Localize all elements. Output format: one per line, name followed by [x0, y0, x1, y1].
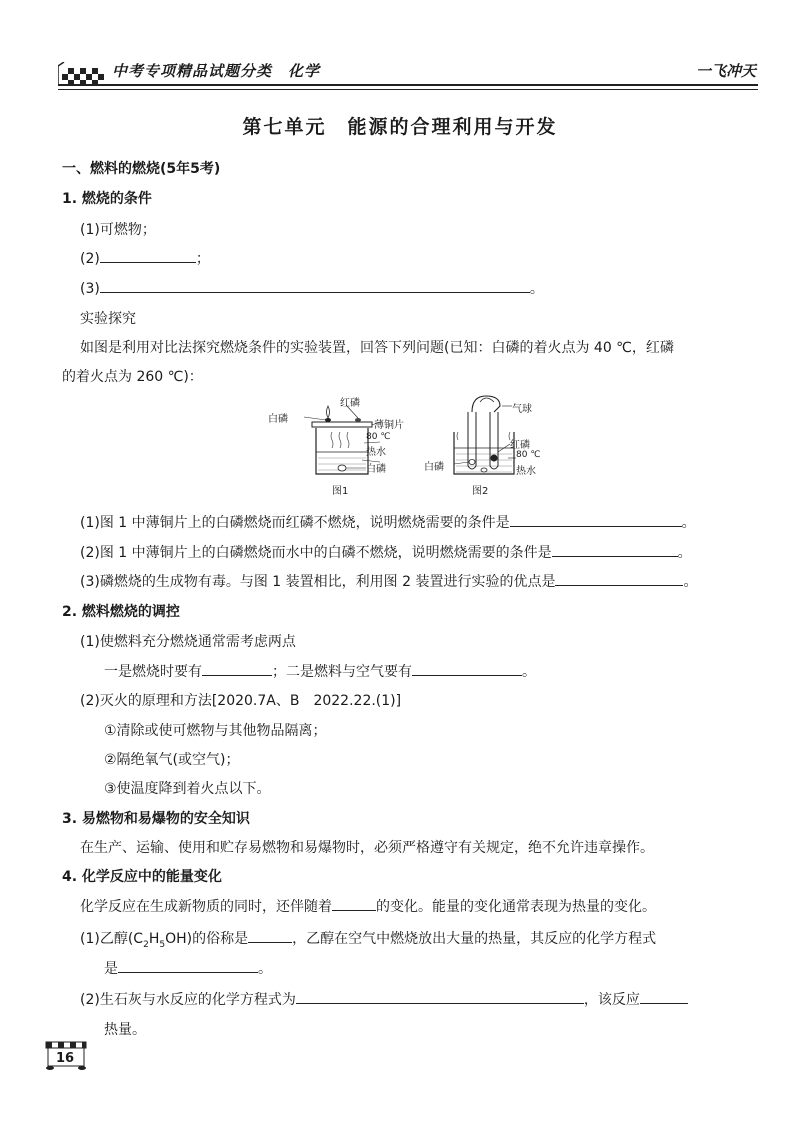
header-logo-icon	[58, 62, 106, 86]
fig1-label-red-p: 红磷	[340, 398, 360, 409]
q2-method1: ①清除或使可燃物与其他物品隔离；	[104, 723, 327, 739]
header-title: 中考专项精品试题分类 化学	[112, 62, 321, 80]
q2-method3: ③使温度降到着火点以下。	[104, 781, 271, 797]
q2-title: 2. 燃料燃烧的调控	[62, 604, 180, 620]
q1-sub1-period: 。	[681, 515, 696, 531]
page-number-badge	[44, 1040, 88, 1072]
q2-sub1-text-b: ；二是燃料与空气要有	[272, 664, 412, 680]
q1-sub3-period: 。	[683, 574, 698, 590]
q4-sub2-blank-eq[interactable]	[296, 989, 584, 1004]
header-rule	[58, 84, 758, 86]
fig1-label-white-p: 白磷	[268, 414, 288, 425]
q2-sub1: (1)使燃料充分燃烧通常需考虑两点	[80, 634, 296, 650]
q4-text-a: 化学反应在生成新物质的同时，还伴随着	[80, 899, 332, 915]
q4-sub2-a: (2)生石灰与水反应的化学方程式为	[80, 992, 296, 1008]
q1-sub2-blank[interactable]	[552, 542, 678, 557]
q1-sub1-text: (1)图 1 中薄铜片上的白磷燃烧而红磷不燃烧，说明燃烧需要的条件是	[80, 515, 510, 531]
q2-sub1-line	[104, 661, 536, 681]
q1-sub1-blank[interactable]	[510, 512, 682, 527]
q4-sub1-sub2: 2	[143, 939, 149, 950]
q2-sub1-blank-a[interactable]	[202, 661, 272, 676]
q3-text: 在生产、运输、使用和贮存易燃物和易爆物时，必须严格遵守有关规定，绝不允许违章操作。	[80, 840, 654, 856]
fig1-label-water: 热水	[366, 447, 386, 458]
fig1-label-temp: 80 ℃	[366, 432, 391, 442]
q4-sub2-cont: 热量。	[104, 1022, 146, 1038]
q4-text-b: 的变化。能量的变化通常表现为热量的变化。	[376, 899, 656, 915]
q4-sub2-blank-heat[interactable]	[640, 989, 688, 1004]
fig2-label-water: 热水	[516, 466, 536, 477]
q4-sub1-f: 。	[258, 961, 272, 977]
q1-title: 1. 燃烧的条件	[62, 191, 152, 207]
q2-sub1-text-a: 一是燃烧时要有	[104, 664, 202, 680]
section-heading: 一、燃料的燃烧(5年5考)	[62, 161, 221, 177]
q1-item2-prefix: (2)	[80, 251, 100, 267]
q2-sub2: (2)灭火的原理和方法[2020.7A、B 2022.22.(1)]	[80, 693, 402, 709]
fig2-label-balloon: 气球	[512, 404, 532, 415]
q3-title: 3. 易燃物和易爆物的安全知识	[62, 811, 250, 827]
fig1-caption: 图1	[332, 486, 349, 497]
unit-title: 第七单元 能源的合理利用与开发	[242, 116, 558, 138]
q1-item3	[80, 278, 544, 298]
fig2-label-temp: 80 ℃	[516, 450, 541, 460]
q4-sub1-sub5: 5	[159, 939, 166, 950]
fig1-label-white-p2: 白磷	[366, 464, 386, 475]
q1-item1: (1)可燃物；	[80, 222, 156, 238]
q4-sub1	[80, 928, 656, 950]
header-rule-thin	[58, 89, 758, 90]
experiment-intro-1: 如图是利用对比法探究燃烧条件的实验装置，回答下列问题(已知：白磷的着火点为 40 ℃，红磷	[80, 340, 674, 356]
experiment-intro-2: 的着火点为 260 ℃)：	[62, 369, 203, 385]
fig2-caption: 图2	[472, 486, 489, 497]
q2-sub1-blank-b[interactable]	[412, 661, 522, 676]
q4-text	[80, 896, 656, 916]
header-brand: 一飞冲天	[695, 62, 756, 80]
q4-sub2-b: ，该反应	[583, 992, 640, 1008]
q4-sub1-c: OH)的俗称是	[165, 931, 249, 947]
figure-2	[424, 392, 554, 500]
q1-item3-suffix: 。	[529, 281, 544, 297]
q4-sub1-d: ，乙醇在空气中燃烧放出大量的热量，其反应的化学方程式	[292, 931, 657, 947]
fig1-label-copper: 薄铜片	[374, 420, 404, 431]
q4-sub1-blank-name[interactable]	[248, 928, 292, 943]
q1-item2-blank[interactable]	[100, 248, 196, 263]
figure-1	[268, 392, 404, 500]
q1-item3-blank[interactable]	[100, 278, 530, 293]
q4-sub1-blank-eq[interactable]	[118, 958, 258, 973]
q4-title: 4. 化学反应中的能量变化	[62, 869, 222, 885]
q2-sub1-text-c: 。	[522, 664, 536, 680]
q1-sub3-blank[interactable]	[555, 571, 683, 586]
fig2-label-white-p: 白磷	[424, 462, 444, 473]
experiment-label: 实验探究	[80, 311, 136, 327]
fig2-label-red-p: 红磷	[510, 440, 530, 451]
q1-sub3-text: (3)磷燃烧的生成物有毒。与图 1 装置相比，利用图 2 装置进行实验的优点是	[80, 574, 556, 590]
q4-sub1-e: 是	[104, 961, 118, 977]
q1-sub2	[80, 542, 692, 562]
q4-sub2	[80, 989, 688, 1009]
q4-sub1-a: (1)乙醇(C	[80, 931, 144, 947]
q1-sub1	[80, 512, 696, 532]
q1-item2	[80, 248, 210, 268]
q4-blank-energy[interactable]	[332, 896, 376, 911]
page-number: 16	[56, 1051, 75, 1066]
q1-item2-suffix: ；	[195, 251, 210, 267]
q4-sub1-b: H	[148, 931, 160, 947]
q1-item3-prefix: (3)	[80, 281, 100, 297]
q1-sub2-period: 。	[677, 545, 692, 561]
q1-sub2-text: (2)图 1 中薄铜片上的白磷燃烧而水中的白磷不燃烧，说明燃烧需要的条件是	[80, 545, 552, 561]
q4-sub1-cont	[104, 958, 272, 978]
q2-method2: ②隔绝氧气(或空气)；	[104, 752, 240, 768]
q1-sub3	[80, 571, 697, 591]
